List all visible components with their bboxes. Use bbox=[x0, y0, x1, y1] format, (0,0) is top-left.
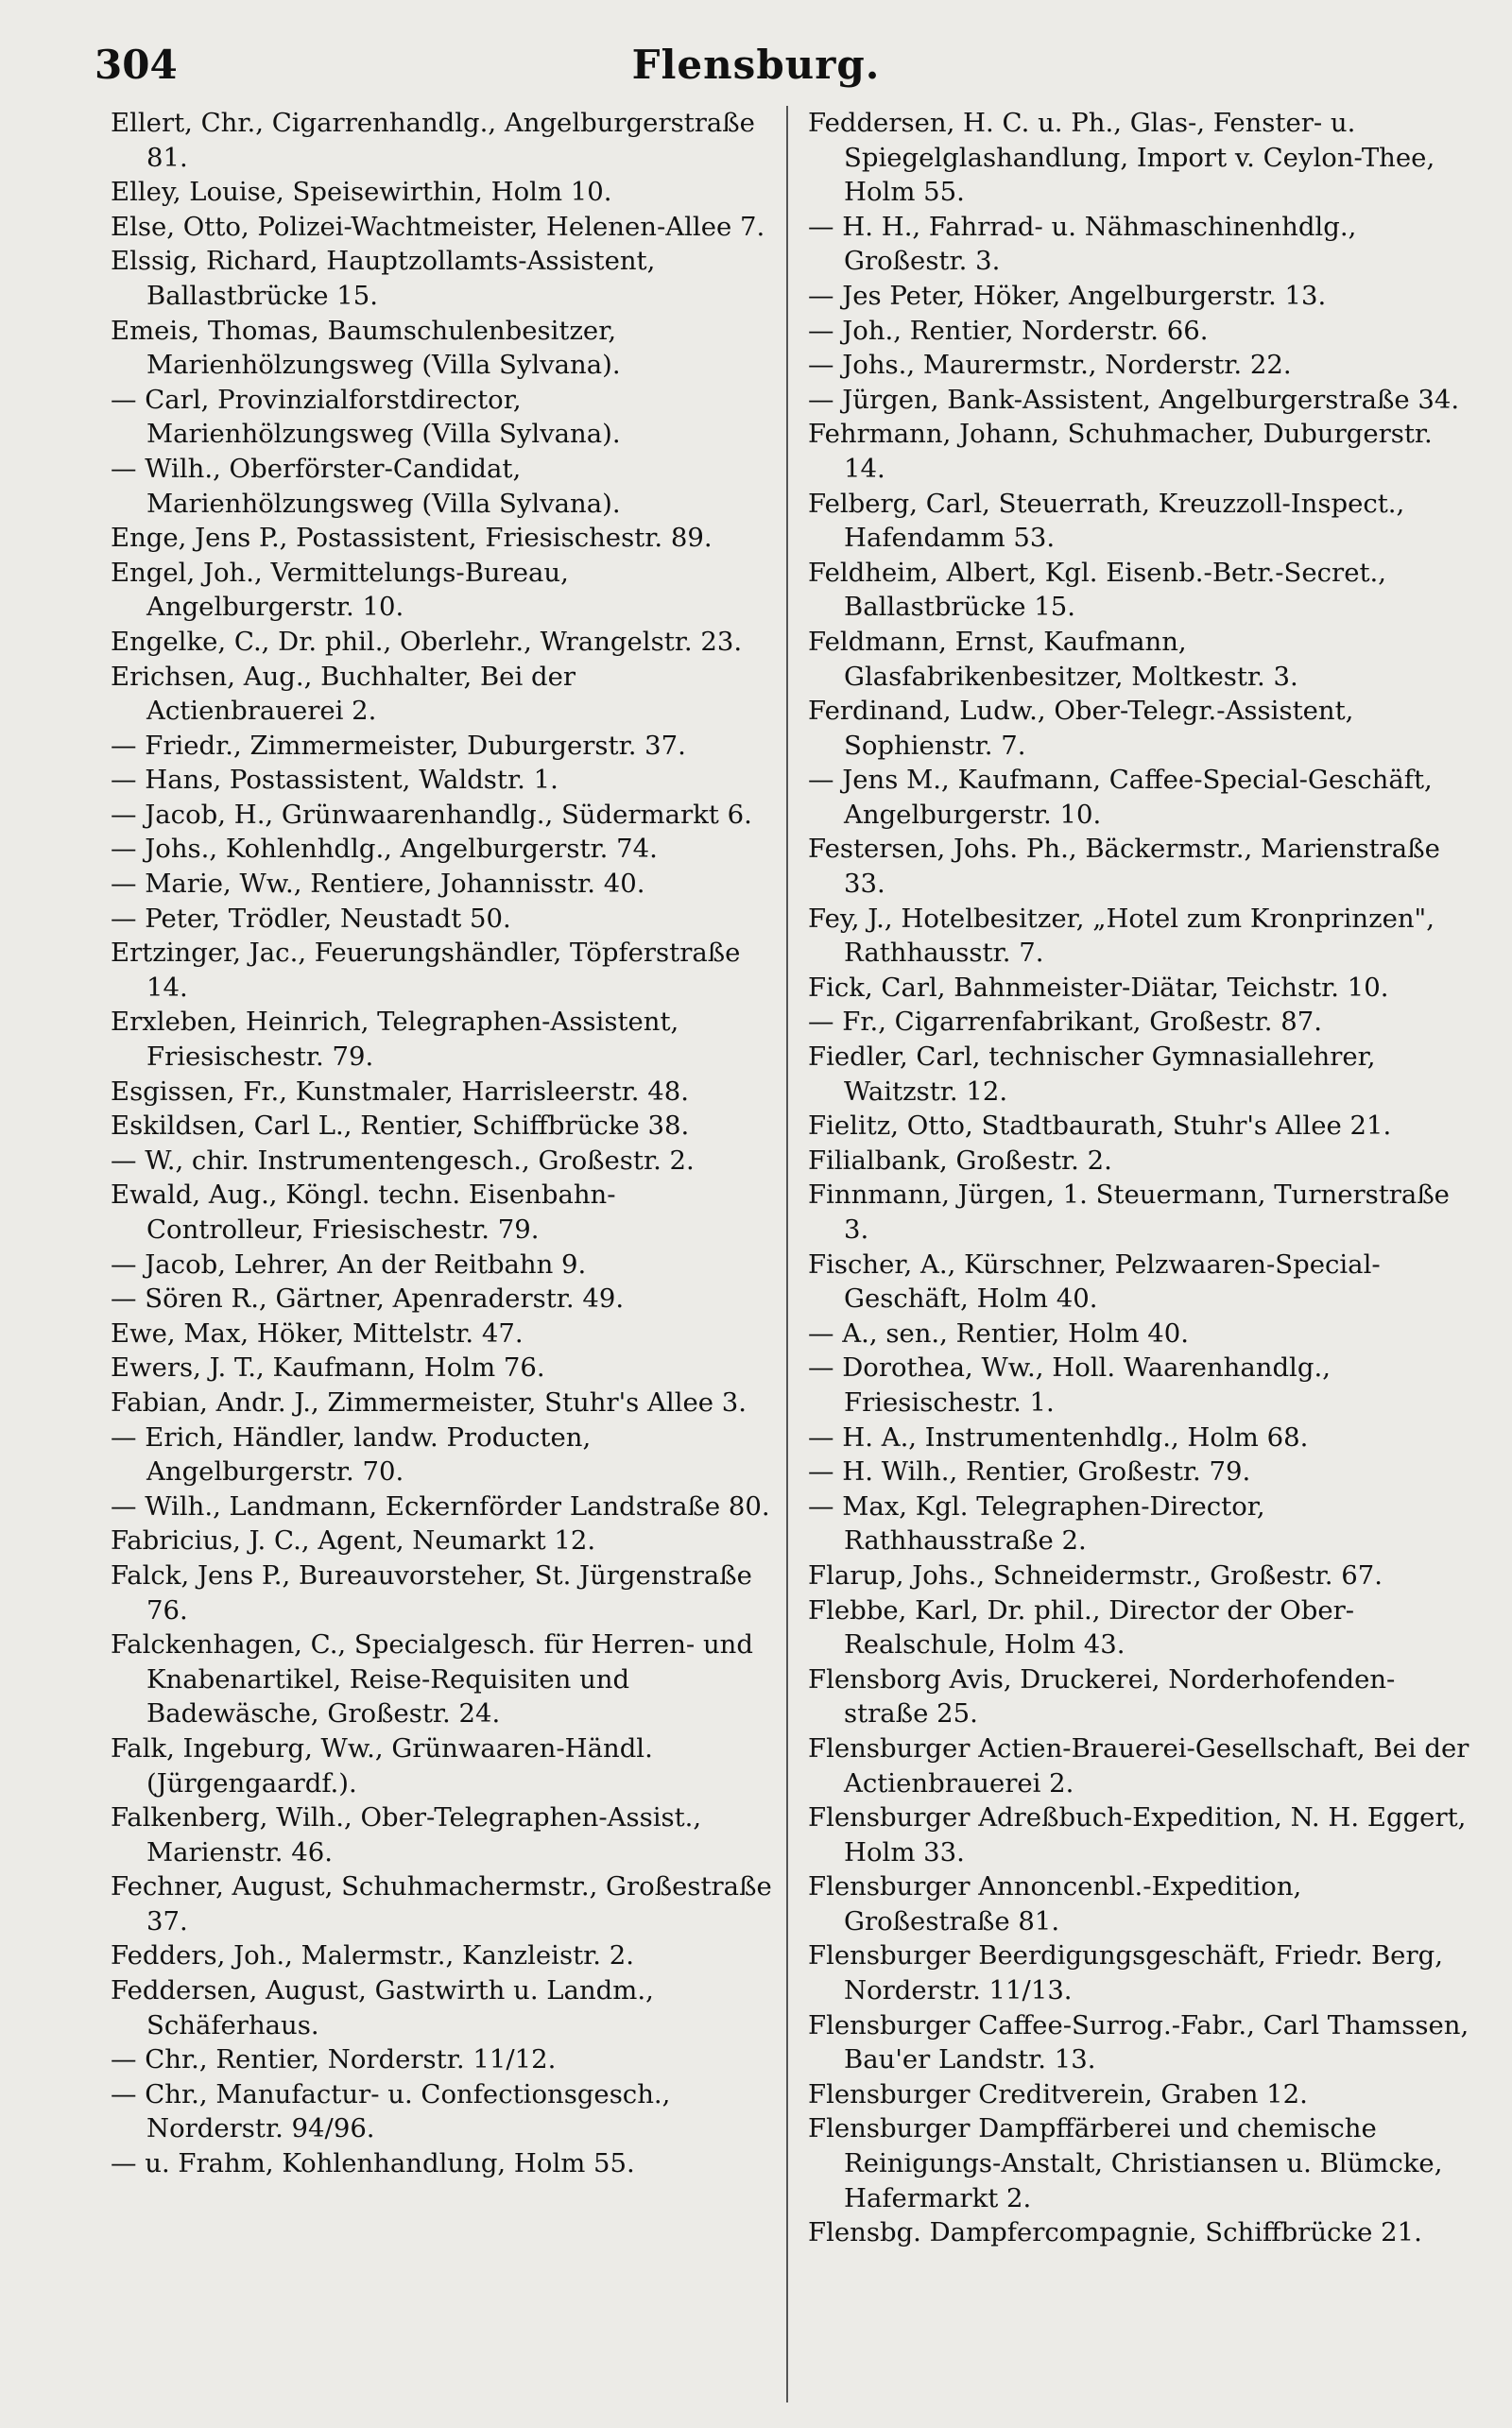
directory-entry: Ertzinger, Jac., Feuerungshändler, Töpferstraße 14. bbox=[111, 938, 741, 1003]
directory-entry: — Erich, Händler, landw. Producten, Angelburgerstr. 70. bbox=[111, 1421, 592, 1488]
directory-entry: Fechner, August, Schuhmachermstr., Großestraße 37. bbox=[111, 1871, 772, 1937]
directory-entry: Fedders, Joh., Malermstr., Kanzleistr. 2. bbox=[111, 1940, 634, 1972]
directory-entry: Flensborg Avis, Druckerei, Norderhofenden-straße 25. bbox=[808, 1663, 1396, 1730]
directory-entry: — H. H., Fahrrad- u. Nähmaschinenhdlg., Großestr. 3. bbox=[808, 211, 1357, 277]
right-column bbox=[808, 106, 1469, 2250]
directory-entry: Falckenhagen, C., Specialgesch. für Herren- und Knabenartikel, Reise-Requisiten und Badewäsche, Großestr. 24. bbox=[111, 1629, 753, 1730]
directory-entry: — Wilh., Oberförster-Candidat, Marienhölzungsweg (Villa Sylvana). bbox=[111, 453, 621, 519]
directory-entry: Fischer, A., Kürschner, Pelzwaaren-Special-Geschäft, Holm 40. bbox=[808, 1248, 1381, 1315]
directory-entry: Flensburger Beerdigungsgeschäft, Friedr. Berg, Norderstr. 11/13. bbox=[808, 1940, 1443, 2006]
page-title: Flensburg. bbox=[631, 42, 881, 88]
page-header bbox=[0, 42, 1512, 98]
directory-entry: Emeis, Thomas, Baumschulenbesitzer, Marienhölzungsweg (Villa Sylvana). bbox=[111, 315, 621, 381]
directory-entry: Fiedler, Carl, technischer Gymnasiallehrer, Waitzstr. 12. bbox=[808, 1042, 1376, 1107]
directory-entry: Elley, Louise, Speisewirthin, Holm 10. bbox=[111, 177, 612, 208]
directory-entry: — Johs., Maurermstr., Norderstr. 22. bbox=[808, 350, 1292, 381]
directory-entry: Falkenberg, Wilh., Ober-Telegraphen-Assist., Marienstr. 46. bbox=[111, 1802, 702, 1868]
directory-entry: Flarup, Johs., Schneidermstr., Großestr. 67. bbox=[808, 1559, 1383, 1591]
directory-entry: Elssig, Richard, Hauptzollamts-Assistent, Ballastbrücke 15. bbox=[111, 246, 656, 311]
directory-entry: Engel, Joh., Vermittelungs-Bureau, Angelburgerstr. 10. bbox=[111, 557, 569, 623]
directory-entry: — Jacob, H., Grünwaarenhandlg., Südermarkt 6. bbox=[111, 799, 752, 830]
directory-entry: Flensburger Dampffärberei und chemische Reinigungs-Anstalt, Christiansen u. Blümcke, Hafermarkt 2. bbox=[808, 2113, 1443, 2213]
directory-entry: Fabricius, J. C., Agent, Neumarkt 12. bbox=[111, 1525, 596, 1557]
directory-entry: Enge, Jens P., Postassistent, Friesischestr. 89. bbox=[111, 523, 713, 554]
directory-entry: — Dorothea, Ww., Holl. Waarenhandlg., Friesischestr. 1. bbox=[808, 1352, 1331, 1418]
directory-entry: — Chr., Rentier, Norderstr. 11/12. bbox=[111, 2044, 557, 2075]
directory-entry: — Hans, Postassistent, Waldstr. 1. bbox=[111, 765, 558, 796]
directory-entry: Finnmann, Jürgen, 1. Steuermann, Turnerstraße 3. bbox=[808, 1180, 1450, 1245]
directory-entry: Esgissen, Fr., Kunstmaler, Harrisleerstr. 48. bbox=[111, 1076, 689, 1107]
directory-entry: Flensburger Caffee-Surrog.-Fabr., Carl Thamssen, Bau'er Landstr. 13. bbox=[808, 2009, 1469, 2075]
directory-entry: Fielitz, Otto, Stadtbaurath, Stuhr's Allee 21. bbox=[808, 1111, 1392, 1142]
directory-entry: — Fr., Cigarrenfabrikant, Großestr. 87. bbox=[808, 1007, 1323, 1038]
directory-entry: Fabian, Andr. J., Zimmermeister, Stuhr's Allee 3. bbox=[111, 1386, 747, 1418]
directory-entry: Filialbank, Großestr. 2. bbox=[808, 1145, 1112, 1176]
directory-entry: — Jürgen, Bank-Assistent, Angelburgerstraße 34. bbox=[808, 384, 1460, 415]
directory-entry: Flensbg. Dampfercompagnie, Schiffbrücke 21. bbox=[808, 2217, 1422, 2248]
directory-entry: — Jes Peter, Höker, Angelburgerstr. 13. bbox=[808, 280, 1327, 311]
directory-entry: Engelke, C., Dr. phil., Oberlehr., Wrangelstr. 23. bbox=[111, 626, 743, 657]
directory-entry: Flensburger Adreßbuch-Expedition, N. H. Eggert, Holm 33. bbox=[808, 1802, 1467, 1868]
directory-entry: Ewers, J. T., Kaufmann, Holm 76. bbox=[111, 1352, 545, 1384]
directory-entry: — Wilh., Landmann, Eckernförder Landstraße 80. bbox=[111, 1490, 770, 1522]
directory-entry: Eskildsen, Carl L., Rentier, Schiffbrücke 38. bbox=[111, 1111, 690, 1142]
directory-entry: — Jens M., Kaufmann, Caffee-Special-Geschäft, Angelburgerstr. 10. bbox=[808, 765, 1433, 830]
directory-entry: — Chr., Manufactur- u. Confectionsgesch., Norderstr. 94/96. bbox=[111, 2078, 671, 2144]
directory-entry: Festersen, Johs. Ph., Bäckermstr., Marienstraße 33. bbox=[808, 834, 1440, 900]
directory-entry: Erxleben, Heinrich, Telegraphen-Assistent, Friesischestr. 79. bbox=[111, 1007, 679, 1073]
directory-entry: — Jacob, Lehrer, An der Reitbahn 9. bbox=[111, 1248, 587, 1280]
directory-entry: Ewe, Max, Höker, Mittelstr. 47. bbox=[111, 1317, 524, 1349]
directory-entry: — Carl, Provinzialforstdirector, Marienhölzungsweg (Villa Sylvana). bbox=[111, 384, 621, 450]
directory-entry: Ferdinand, Ludw., Ober-Telegr.-Assistent, Sophienstr. 7. bbox=[808, 696, 1354, 761]
directory-entry: Erichsen, Aug., Buchhalter, Bei der Actienbrauerei 2. bbox=[111, 661, 576, 727]
directory-entry: Fey, J., Hotelbesitzer, „Hotel zum Kronprinzen", Rathhausstr. 7. bbox=[808, 903, 1435, 969]
directory-entry: — Max, Kgl. Telegraphen-Director, Rathhausstraße 2. bbox=[808, 1490, 1265, 1557]
directory-entry: — H. A., Instrumentenhdlg., Holm 68. bbox=[808, 1421, 1309, 1453]
directory-entry: Ewald, Aug., Köngl. techn. Eisenbahn-Controlleur, Friesischestr. 79. bbox=[111, 1180, 616, 1245]
directory-entry: Flebbe, Karl, Dr. phil., Director der Ober-Realschule, Holm 43. bbox=[808, 1594, 1355, 1661]
directory-entry: — Joh., Rentier, Norderstr. 66. bbox=[808, 315, 1209, 346]
directory-entry: Flensburger Annoncenbl.-Expedition, Großestraße 81. bbox=[808, 1871, 1302, 1937]
directory-entry: — u. Frahm, Kohlenhandlung, Holm 55. bbox=[111, 2148, 635, 2179]
column-divider bbox=[786, 106, 788, 2402]
directory-entry: — Friedr., Zimmermeister, Duburgerstr. 37. bbox=[111, 730, 686, 761]
directory-entry: Feldmann, Ernst, Kaufmann, Glasfabrikenbesitzer, Moltkestr. 3. bbox=[808, 626, 1298, 692]
directory-entry: Else, Otto, Polizei-Wachtmeister, Helenen-Allee 7. bbox=[111, 211, 765, 242]
directory-entry: Falck, Jens P., Bureauvorsteher, St. Jürgenstraße 76. bbox=[111, 1559, 752, 1626]
directory-entry: — Marie, Ww., Rentiere, Johannisstr. 40. bbox=[111, 869, 645, 900]
directory-entry: Fehrmann, Johann, Schuhmacher, Duburgerstr. 14. bbox=[808, 419, 1433, 484]
directory-entry: Fick, Carl, Bahnmeister-Diätar, Teichstr. 10. bbox=[808, 972, 1389, 1003]
left-column bbox=[111, 106, 772, 2181]
directory-entry: Flensburger Creditverein, Graben 12. bbox=[808, 2078, 1308, 2109]
directory-entry: Feldheim, Albert, Kgl. Eisenb.-Betr.-Secret., Ballastbrücke 15. bbox=[808, 557, 1386, 623]
directory-entry: Felberg, Carl, Steuerrath, Kreuzzoll-Inspect., Hafendamm 53. bbox=[808, 488, 1405, 554]
directory-entry: — W., chir. Instrumentengesch., Großestr. 2. bbox=[111, 1145, 695, 1176]
page-number: 304 bbox=[94, 42, 178, 88]
directory-entry: — Sören R., Gärtner, Apenraderstr. 49. bbox=[111, 1283, 625, 1315]
directory-entry: Ellert, Chr., Cigarrenhandlg., Angelburgerstraße 81. bbox=[111, 108, 755, 173]
directory-entry: — H. Wilh., Rentier, Großestr. 79. bbox=[808, 1456, 1251, 1488]
directory-entry: Feddersen, H. C. u. Ph., Glas-, Fenster- u. Spiegelglashandlung, Import v. Ceylon-Thee, Holm 55. bbox=[808, 108, 1435, 208]
directory-entry: Falk, Ingeburg, Ww., Grünwaaren-Händl. (Jürgengaardf.). bbox=[111, 1732, 653, 1799]
directory-entry: Feddersen, August, Gastwirth u. Landm., Schäferhaus. bbox=[111, 1975, 654, 2041]
directory-entry: — A., sen., Rentier, Holm 40. bbox=[808, 1317, 1189, 1349]
directory-entry: Flensburger Actien-Brauerei-Gesellschaft, Bei der Actienbrauerei 2. bbox=[808, 1732, 1469, 1799]
directory-entry: — Peter, Trödler, Neustadt 50. bbox=[111, 903, 511, 934]
directory-entry: — Johs., Kohlenhdlg., Angelburgerstr. 74. bbox=[111, 834, 658, 865]
